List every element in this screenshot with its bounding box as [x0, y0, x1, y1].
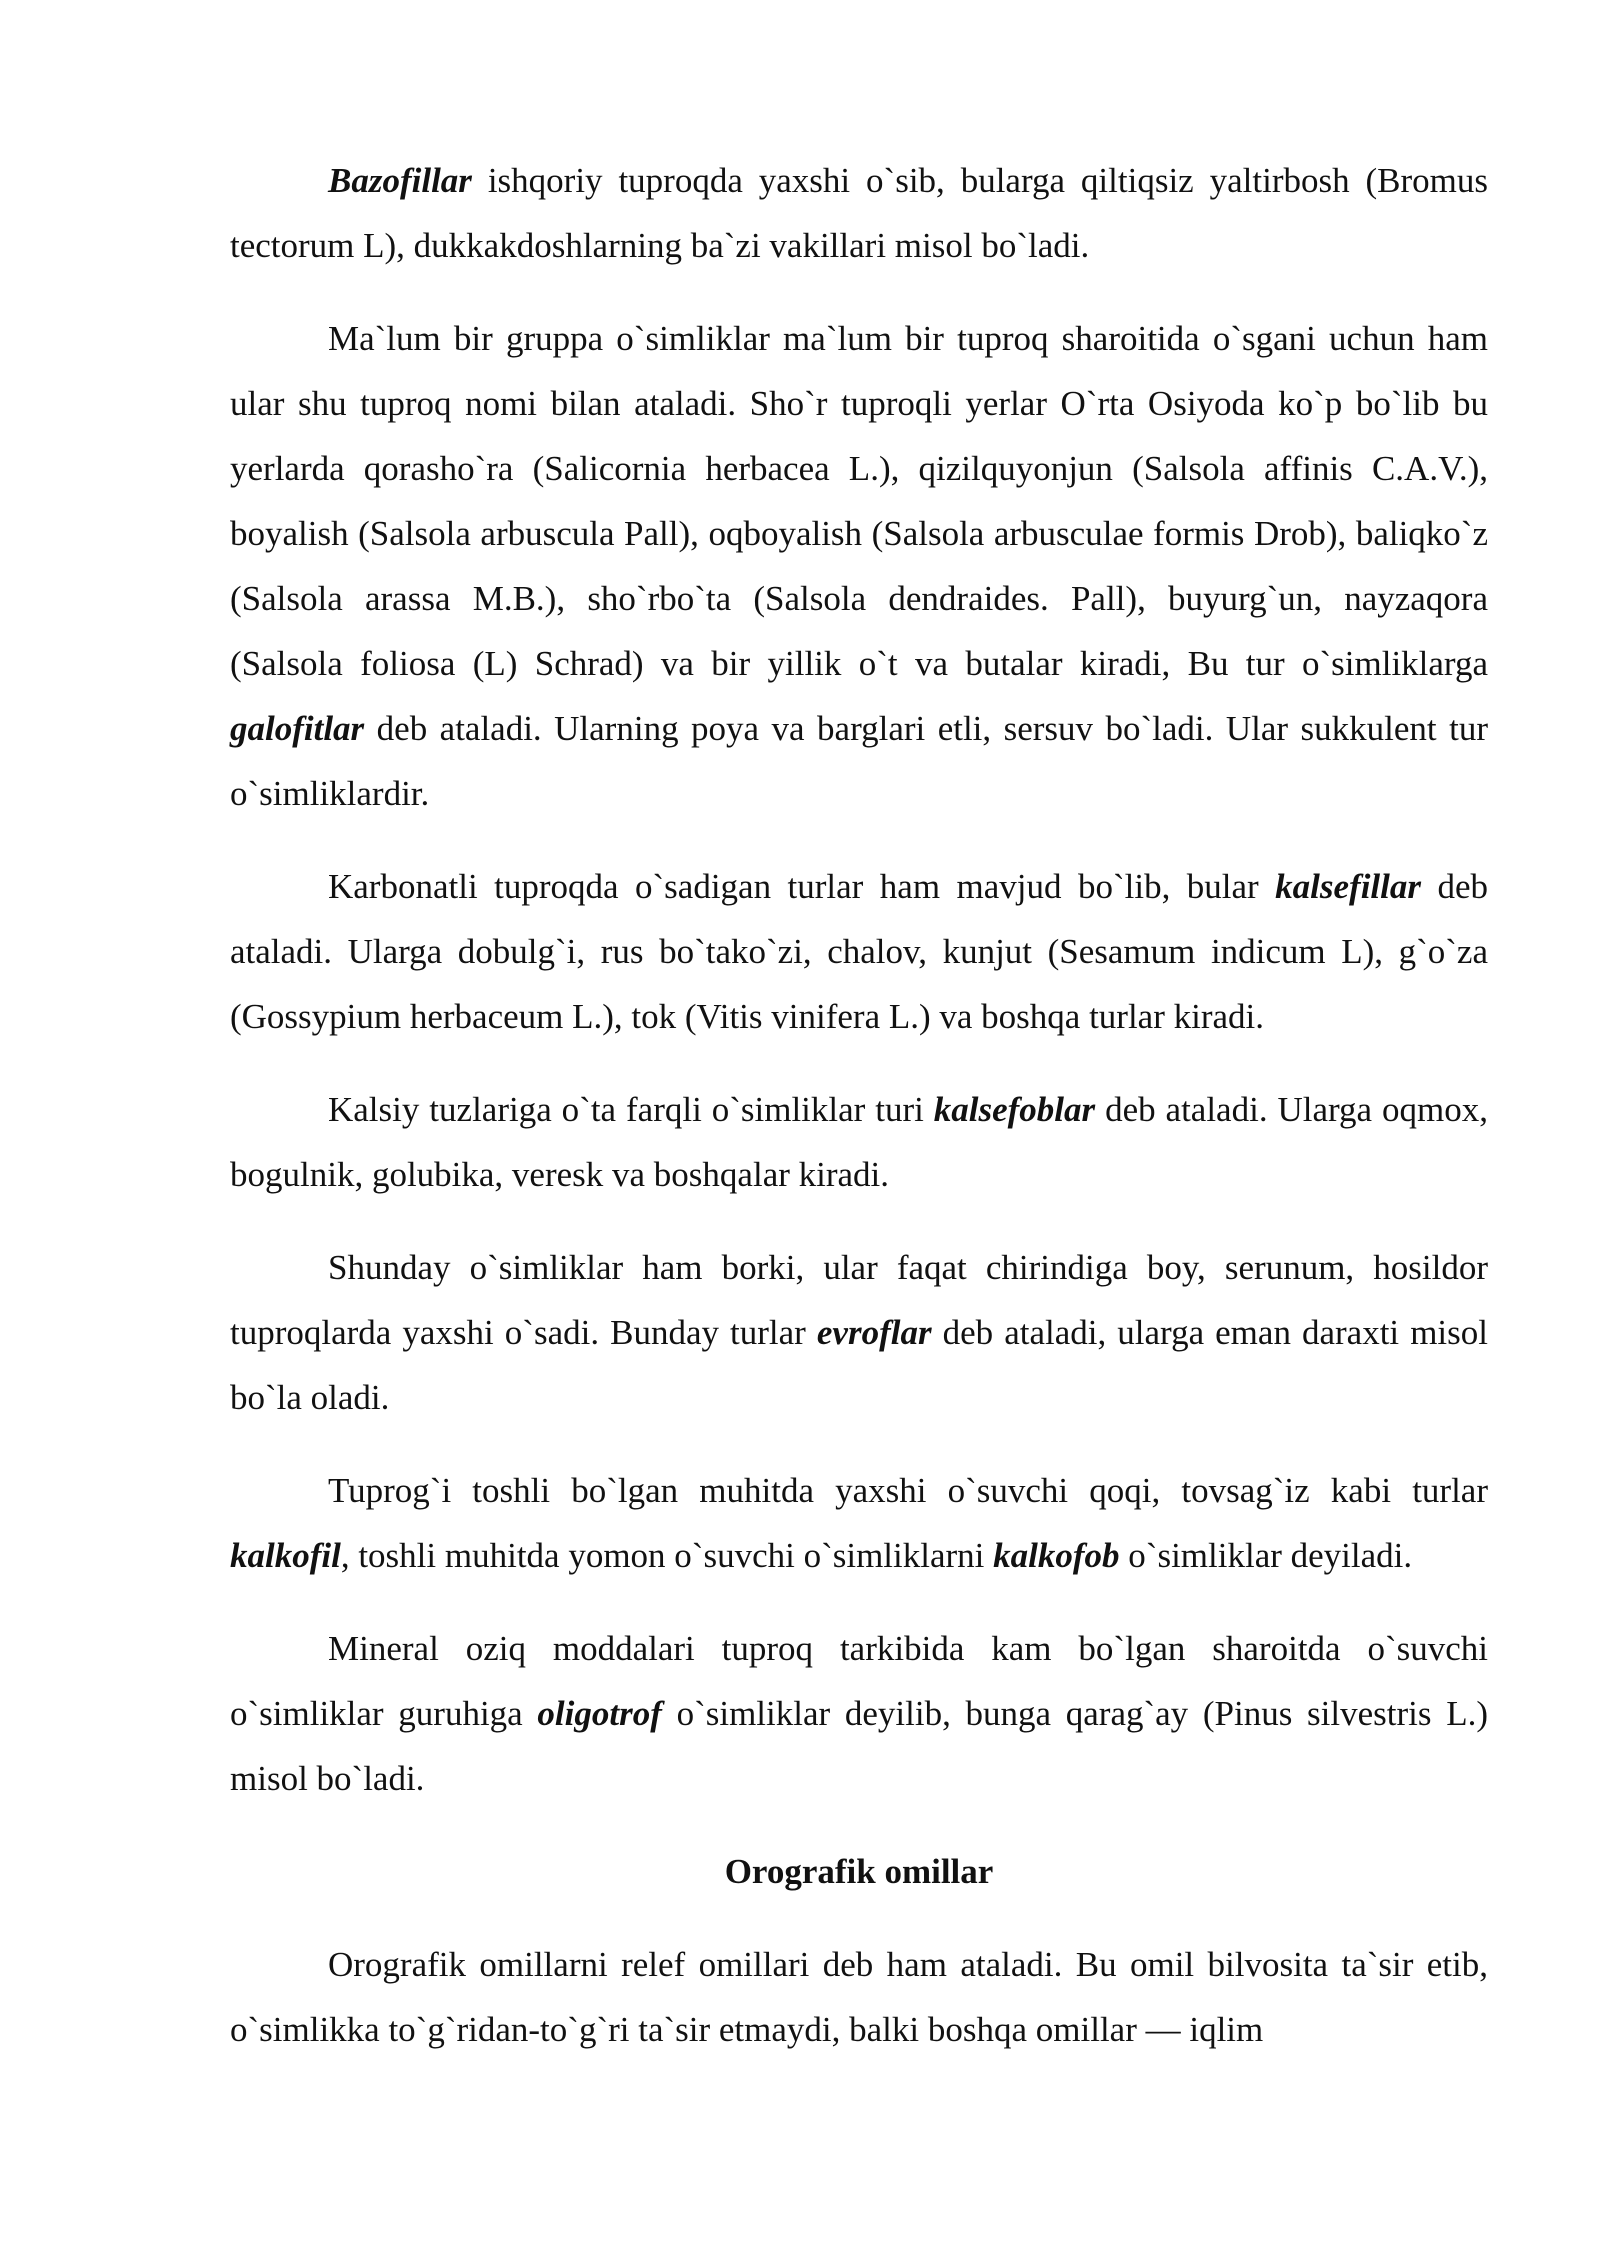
paragraph-text: ishqoriy tuproqda yaxshi o`sib, bularga qiltiqsiz yaltirbosh (Bromus tectorum L), dukkakdoshlarning ba`zi vakillari misol bo`ladi. [230, 161, 1488, 265]
document-page [230, 148, 1488, 2090]
paragraph-orografik: Orografik omillarni relef omillari deb ham ataladi. Bu omil bilvosita ta`sir etib, o`simlikka to`g`ridan-to`g`ri ta`sir etmaydi, balki boshqa omillar — iqlim [230, 1945, 1488, 2049]
paragraph-text: Karbonatli tuproqda o`sadigan turlar ham mavjud bo`lib, bular [328, 867, 1276, 906]
paragraph-oligotrof [230, 1616, 1488, 1811]
term-kalkofil: kalkofil [230, 1536, 341, 1575]
term-galofitlar: galofitlar [230, 709, 365, 748]
paragraph-text: Kalsiy tuzlariga o`ta farqli o`simliklar turi [328, 1090, 934, 1129]
paragraph-text: deb ataladi. Ularga oqmox, bogulnik, golubika, veresk va boshqalar kiradi. [230, 1090, 1488, 1194]
paragraph-text: o`simliklar deyiladi. [1119, 1536, 1413, 1575]
term-kalsefillar: kalsefillar [1275, 867, 1421, 906]
paragraph-text: deb ataladi. Ularning poya va barglari etli, sersuv bo`ladi. Ular sukkulent tur o`simliklardir. [230, 709, 1488, 813]
paragraph-text: deb ataladi, ularga eman daraxti misol bo`la oladi. [230, 1313, 1488, 1417]
term-evroflar: evroflar [816, 1313, 932, 1352]
term-kalsefoblar: kalsefoblar [933, 1090, 1096, 1129]
paragraph-text: o`simliklar deyilib, bunga qarag`ay (Pinus silvestris L.) misol bo`ladi. [230, 1694, 1488, 1798]
paragraph-text: deb ataladi. Ularga dobulg`i, rus bo`tako`zi, chalov, kunjut (Sesamum indicum L), g`o`za (Gossypium herbaceum L.), tok (Vitis vinifera L.) va boshqa turlar kiradi. [230, 867, 1488, 1036]
paragraph-bazofillar [230, 148, 1488, 278]
term-kalkofob: kalkofob [993, 1536, 1120, 1575]
paragraph-kalkofil [230, 1458, 1488, 1588]
paragraph-text: , toshli muhitda yomon o`suvchi o`simliklarni [340, 1536, 994, 1575]
paragraph-text: Mineral oziq moddalari tuproq tarkibida kam bo`lgan sharoitda o`suvchi o`simliklar guruhiga [230, 1629, 1488, 1733]
term-bazofillar: Bazofillar [328, 161, 472, 200]
section-heading: Orografik omillar [724, 1852, 994, 1891]
paragraph-text: Tuprog`i toshli bo`lgan muhitda yaxshi o`suvchi qoqi, tovsag`iz kabi turlar [328, 1471, 1488, 1510]
paragraph-text: Ma`lum bir gruppa o`simliklar ma`lum bir tuproq sharoitida o`sgani uchun ham ular shu tuproq nomi bilan ataladi. Sho`r tuproqli yerlar O`rta Osiyoda ko`p bo`lib bu yerlarda qorasho`ra (Salicornia herbacea L.), qizilquyonjun (Salsola affinis C.A.V.), boyalish (Salsola arbuscula Pall), oqboyalish (Salsola arbusculae formis Drob), baliqko`z (Salsola arassa M.B.), sho`rbo`ta (Salsola dendraides. Pall), buyurg`un, nayzaqora (Salsola foliosa (L) Schrad) va bir yillik o`t va butalar kiradi, Bu tur o`simliklarga [230, 319, 1488, 683]
paragraph-galofitlar [230, 306, 1488, 826]
paragraph-text: Shunday o`simliklar ham borki, ular faqat chirindiga boy, serunum, hosildor tuproqlarda yaxshi o`sadi. Bunday turlar [230, 1248, 1488, 1352]
paragraph-evroflar [230, 1235, 1488, 1430]
paragraph-kalsefoblar [230, 1077, 1488, 1207]
paragraph-kalsefillar [230, 854, 1488, 1049]
term-oligotrof: oligotrof [537, 1694, 662, 1733]
